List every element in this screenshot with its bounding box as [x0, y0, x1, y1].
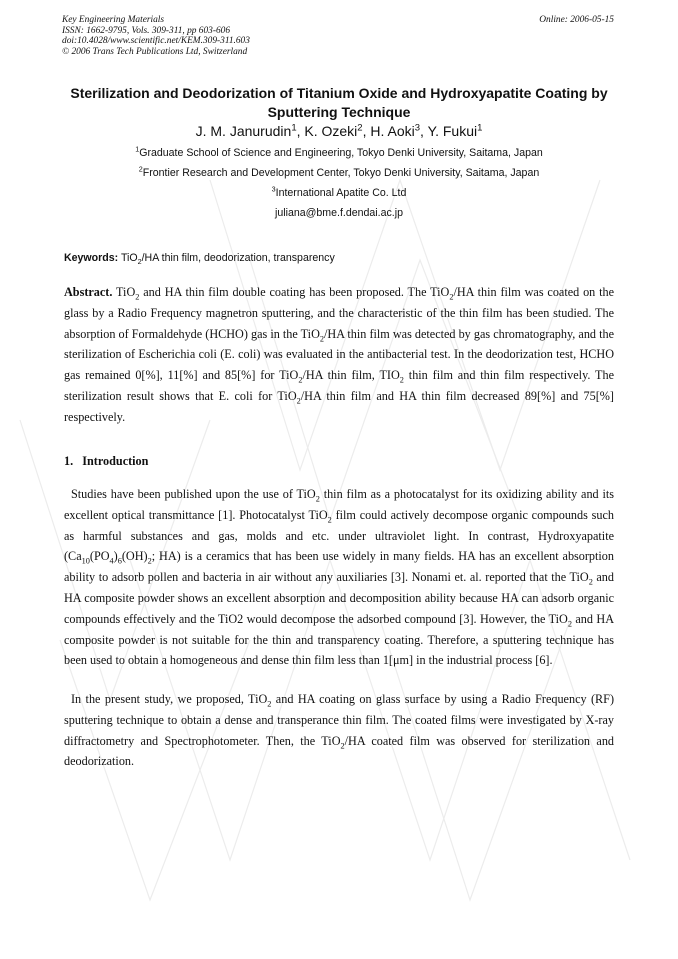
affiliation-2: $^2$Frontier Research and Development Center, Tokyo Denki University, Saitama, Japan — [138, 164, 540, 179]
author: K. Ozeki$^2$, — [304, 122, 371, 139]
author: H. Aoki$^3$, — [370, 122, 428, 139]
affiliation-3: $^3$International Apatite Co. Ltd — [271, 184, 407, 199]
author: J. M. Janurudin$^1$, — [195, 122, 305, 139]
author: Y. Fukui$^1$ — [427, 122, 483, 139]
keywords: Keywords: TiO$_2$/HA thin film, deodorization, transparency — [64, 252, 335, 267]
copyright-line: © 2006 Trans Tech Publications Ltd, Switzerland — [62, 46, 248, 57]
author-email: juliana@bme.f.dendai.ac.jp — [275, 207, 403, 219]
online-date: Online: 2006-05-15 — [539, 15, 614, 25]
intro-paragraph: In the present study, we proposed, TiO$_2$ and HA coating on glass surface by using a Radio Frequency (RF) sputtering technique to obtain a dense and transperance thin film. The coated films were investigated by X-ray diffractometry and Spectrophotometer. Then, the TiO$_2$/HA coated film was observed for sterilization and deodorization. — [64, 692, 615, 769]
issn-line: ISSN: 1662-9795, Vols. 309-311, pp 603-606 — [62, 25, 231, 36]
affiliation-1: $^1$Graduate School of Science and Engineering, Tokyo Denki University, Saitama, Japan — [135, 144, 543, 159]
abstract-body: TiO$_2$ and HA thin film double coating has been proposed. The TiO$_2$/HA thin film was coated on the glass by a Radio Frequency magnetron sputtering, and the characteristic of the thin film has been studied. The absorption of Formaldehyde (HCHO) gas in the TiO$_2$/HA thin film was detected by gas chromatography, and the sterilization of Escherichia coli (E. coli) was evaluated in the antibacterial test. In the deodorization test, HCHO gas remained 0[%], 11[%] and 85[%] for TiO$_2$/HA thin film, $TIO_2$ thin film and thin film respectively. The sterilization result shows that E. coli for TiO$_2$/HA thin film and HA thin film decreased 89[%] and 75[%] respectively. — [64, 285, 615, 424]
author-list — [40, 122, 638, 140]
paper-title: Sterilization and Deodorization of Titanium Oxide and Hydroxyapatite Coating by Sputtering Technique — [70, 85, 608, 120]
journal-header — [62, 15, 462, 57]
journal-name: Key Engineering Materials — [62, 15, 165, 25]
abstract-label: Abstract. — [64, 285, 113, 299]
keywords-label: Keywords: — [64, 252, 119, 264]
intro-paragraph: Studies have been published upon the use of TiO$_2$ thin film as a photocatalyst for its oxidizing ability and its excellent optical transmittance [1]. Photocatalyst TiO$_2$ film could actively decompose organic compounds such as harmful substances and gas, molds and etc. under ultraviolet light. In contrast, Hydroxyapatite ($Ca_{10}(PO_4)_6(OH)_2$; HA) is a ceramics that has been use widely in many fields. HA has an excellent absorption ability to adsorb pollen and bacteria in air without any auxiliaries [3]. Nonami et. al. reported that the TiO$_2$ and HA composite powder shows an excellent absorption and decomposition ability because HA can adsorb organic compounds effectively and the TiO2 would decompose the adsorbed compound [3]. However, the TiO$_2$ and HA composite powder is not suitable for the thin and transparency coating. Therefore, a sputtering technique has been used to obtain a homogeneous and dense thin film less than 1[μm] in the industrial process [6]. — [64, 487, 615, 668]
section-heading: 1. Introduction — [64, 454, 149, 468]
doi-line: doi:10.4028/www.scientific.net/KEM.309-311.603 — [62, 36, 250, 47]
abstract — [64, 282, 614, 428]
